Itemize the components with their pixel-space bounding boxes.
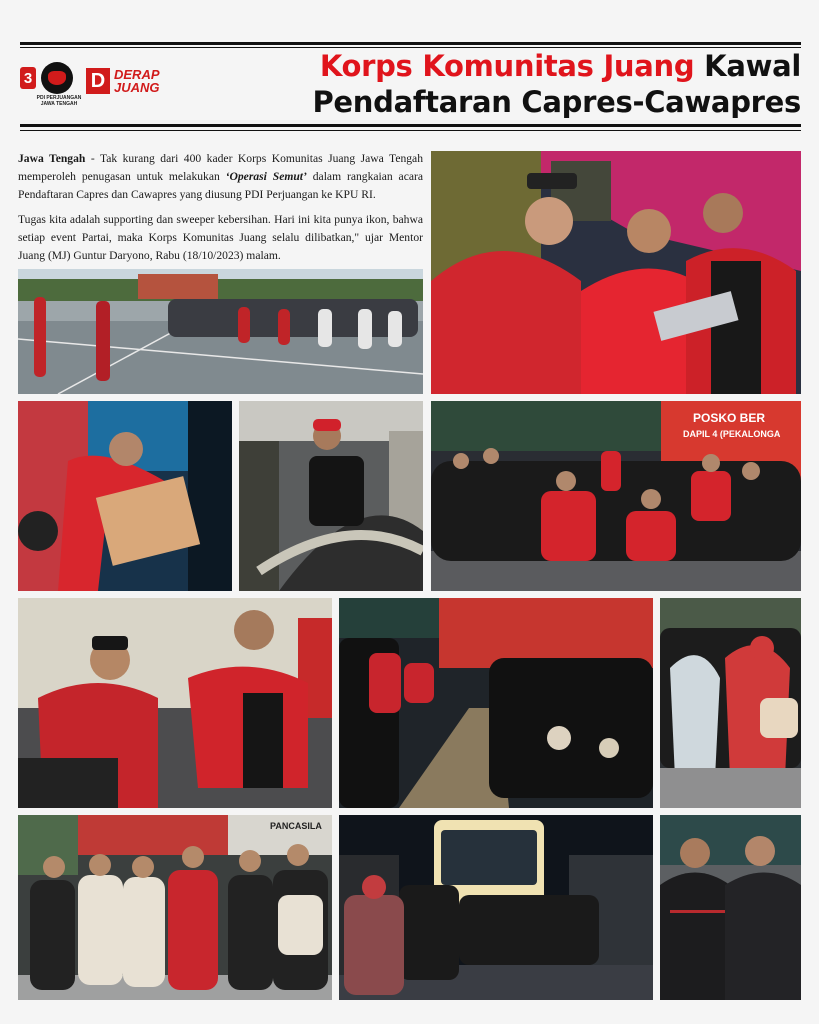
dateline: Jawa Tengah: [18, 152, 86, 165]
photo-inside-bus: [239, 401, 423, 591]
photo-officials-near-bus: [431, 151, 801, 394]
article-body: [18, 150, 423, 271]
derap-juang-logo-icon: D: [86, 68, 110, 94]
paragraph-text: dalam rangkaian acara Pendaftaran Capres dan Cawapres yang diusung PDI Perjuangan ke KPU RI.: [18, 170, 423, 202]
title-rest: Kawal: [694, 49, 801, 83]
pdi-bull-logo-icon: [41, 62, 73, 94]
dapil-sign: DAPIL 4 (PEKALONGA: [683, 429, 781, 439]
top-rule-thick: [20, 42, 801, 45]
page-title: [312, 48, 801, 120]
photo-group-briefing: [18, 269, 423, 394]
operation-name: ‘Operasi Semut’: [225, 170, 307, 184]
logo-line-1: DERAP: [114, 67, 160, 82]
photo-two-men-jackets: [660, 815, 801, 1000]
photo-crowd-posko: [431, 401, 801, 591]
title-highlight: Korps Komunitas Juang: [319, 49, 695, 83]
title-line-1: [312, 48, 801, 84]
photo-women-group: [18, 815, 332, 1000]
posko-sign: POSKO BER: [693, 411, 766, 425]
derap-juang-logo-text: [114, 68, 160, 94]
bus-sign: PANCASILA: [270, 821, 322, 831]
photo-women-in-crowd: [660, 598, 801, 808]
party-caption: PDI PERJUANGAN JAWA TENGAH: [36, 95, 82, 107]
title-line-2: Pendaftaran Capres-Cawapres: [312, 85, 801, 119]
photo-line-near-buses: [339, 598, 653, 808]
article-paragraph-2: Tugas kita adalah supporting dan sweeper kebersihan. Hari ini kita punya ikon, bahwa setiap event Partai, maka Korps Komunitas Juang selalu dilibatkan," ujar Mentor Juang (MJ) Guntur Daryono, Rabu (18/10/2023) malam.: [18, 212, 423, 263]
number-badge: 3: [20, 67, 36, 89]
paragraph-text: - Tak kurang dari 400 kader Korps Komunitas Juang Jawa Tengah memperoleh penugasan untuk melakukan: [18, 152, 423, 184]
photo-mentors-gesturing: [18, 598, 332, 808]
bottom-rule-thick: [20, 124, 801, 127]
bottom-rule-thin: [20, 130, 801, 131]
photo-night-bus-street: [339, 815, 653, 1000]
article-paragraph-1: [18, 150, 423, 205]
photo-loading-box: [18, 401, 232, 591]
logo-line-2: JUANG: [114, 80, 160, 95]
